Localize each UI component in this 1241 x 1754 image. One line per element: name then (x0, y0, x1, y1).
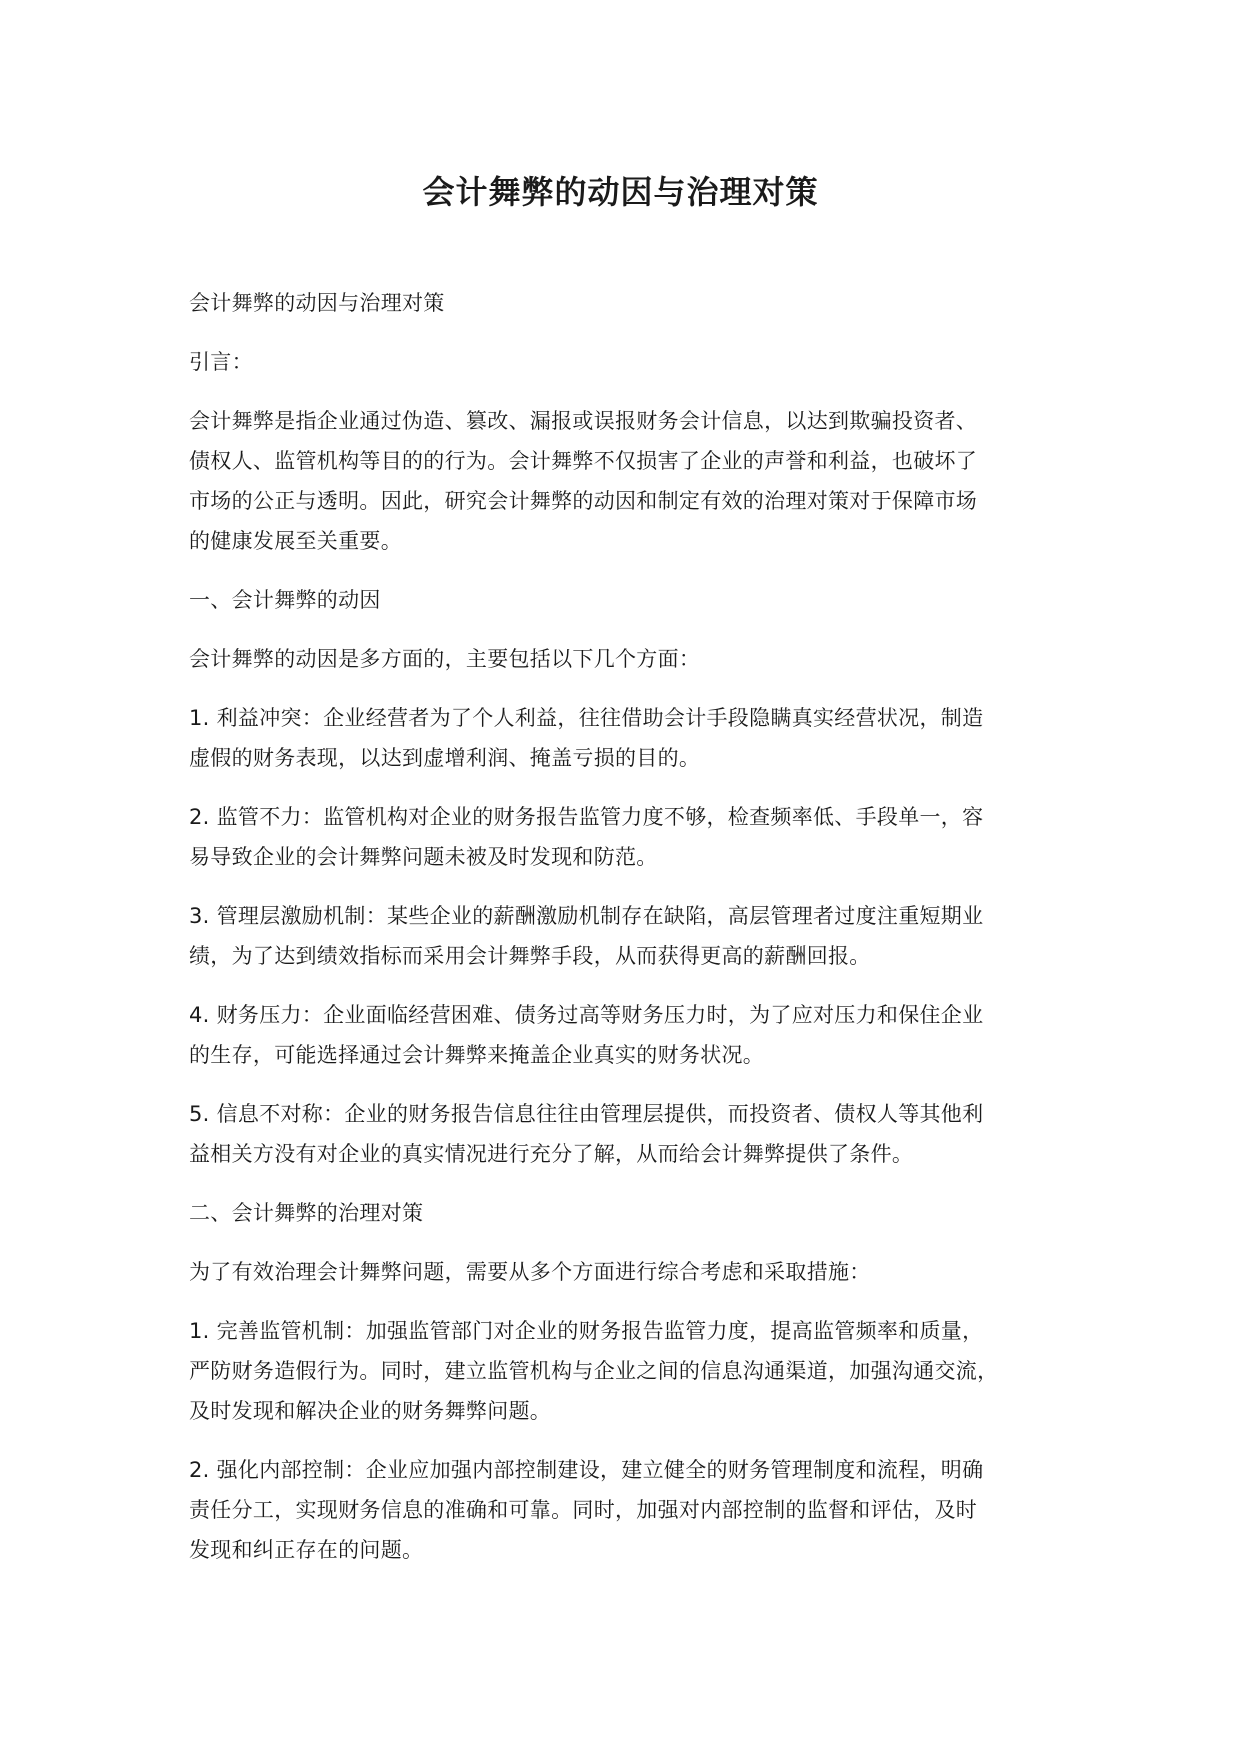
paragraph-line: 一、会计舞弊的动因 (189, 588, 381, 612)
list-item (189, 995, 1089, 1075)
paragraph-line: 3. 管理层激励机制：某些企业的薪酬激励机制存在缺陷，高层管理者过度注重短期业 (189, 904, 984, 928)
paragraph (189, 639, 1089, 679)
paragraph-line: 的生存，可能选择通过会计舞弊来掩盖企业真实的财务状况。 (189, 1043, 765, 1067)
paragraph-line: 2. 监管不力：监管机构对企业的财务报告监管力度不够，检查频率低、手段单一，容 (189, 805, 984, 829)
paragraph-line: 会计舞弊是指企业通过伪造、篡改、漏报或误报财务会计信息，以达到欺骗投资者、 (189, 409, 978, 433)
list-item (189, 1094, 1089, 1174)
paragraph-line: 会计舞弊的动因与治理对策 (189, 291, 445, 315)
paragraph-line: 虚假的财务表现，以达到虚增利润、掩盖亏损的目的。 (189, 746, 701, 770)
section-heading (189, 580, 1089, 620)
list-item (189, 698, 1089, 778)
paragraph-line: 易导致企业的会计舞弊问题未被及时发现和防范。 (189, 845, 658, 869)
list-item (189, 1450, 1089, 1570)
paragraph-line: 责任分工，实现财务信息的准确和可靠。同时，加强对内部控制的监督和评估，及时 (189, 1498, 978, 1522)
section-heading (189, 1193, 1089, 1233)
paragraph-line: 1. 利益冲突：企业经营者为了个人利益，往往借助会计手段隐瞒真实经营状况，制造 (189, 706, 984, 730)
paragraph-line: 的健康发展至关重要。 (189, 529, 402, 553)
list-item (189, 1311, 1089, 1431)
paragraph-line: 4. 财务压力：企业面临经营困难、债务过高等财务压力时，为了应对压力和保住企业 (189, 1003, 984, 1027)
paragraph (189, 283, 1089, 323)
paragraph-line: 二、会计舞弊的治理对策 (189, 1201, 424, 1225)
paragraph-line: 1. 完善监管机制：加强监管部门对企业的财务报告监管力度，提高监管频率和质量， (189, 1319, 984, 1343)
list-item (189, 896, 1089, 976)
paragraph-line: 严防财务造假行为。同时，建立监管机构与企业之间的信息沟通渠道，加强沟通交流， (189, 1359, 999, 1383)
document-body (189, 283, 1089, 1589)
paragraph-line: 益相关方没有对企业的真实情况进行充分了解，从而给会计舞弊提供了条件。 (189, 1142, 914, 1166)
paragraph-line: 引言： (189, 350, 253, 374)
paragraph-line: 绩，为了达到绩效指标而采用会计舞弊手段，从而获得更高的薪酬回报。 (189, 944, 871, 968)
paragraph-line: 发现和纠正存在的问题。 (189, 1538, 424, 1562)
list-item (189, 797, 1089, 877)
paragraph-line: 2. 强化内部控制：企业应加强内部控制建设，建立健全的财务管理制度和流程，明确 (189, 1458, 984, 1482)
paragraph (189, 1252, 1089, 1292)
paragraph-line: 债权人、监管机构等目的的行为。会计舞弊不仅损害了企业的声誉和利益，也破坏了 (189, 449, 978, 473)
paragraph-line: 市场的公正与透明。因此，研究会计舞弊的动因和制定有效的治理对策对于保障市场 (189, 489, 978, 513)
paragraph (189, 342, 1089, 382)
paragraph-line: 5. 信息不对称：企业的财务报告信息往往由管理层提供，而投资者、债权人等其他利 (189, 1102, 984, 1126)
paragraph-line: 会计舞弊的动因是多方面的，主要包括以下几个方面： (189, 647, 701, 671)
paragraph-line: 及时发现和解决企业的财务舞弊问题。 (189, 1399, 552, 1423)
paragraph (189, 401, 1089, 561)
document-title: 会计舞弊的动因与治理对策 (422, 173, 819, 211)
paragraph-line: 为了有效治理会计舞弊问题，需要从多个方面进行综合考虑和采取措施： (189, 1260, 871, 1284)
